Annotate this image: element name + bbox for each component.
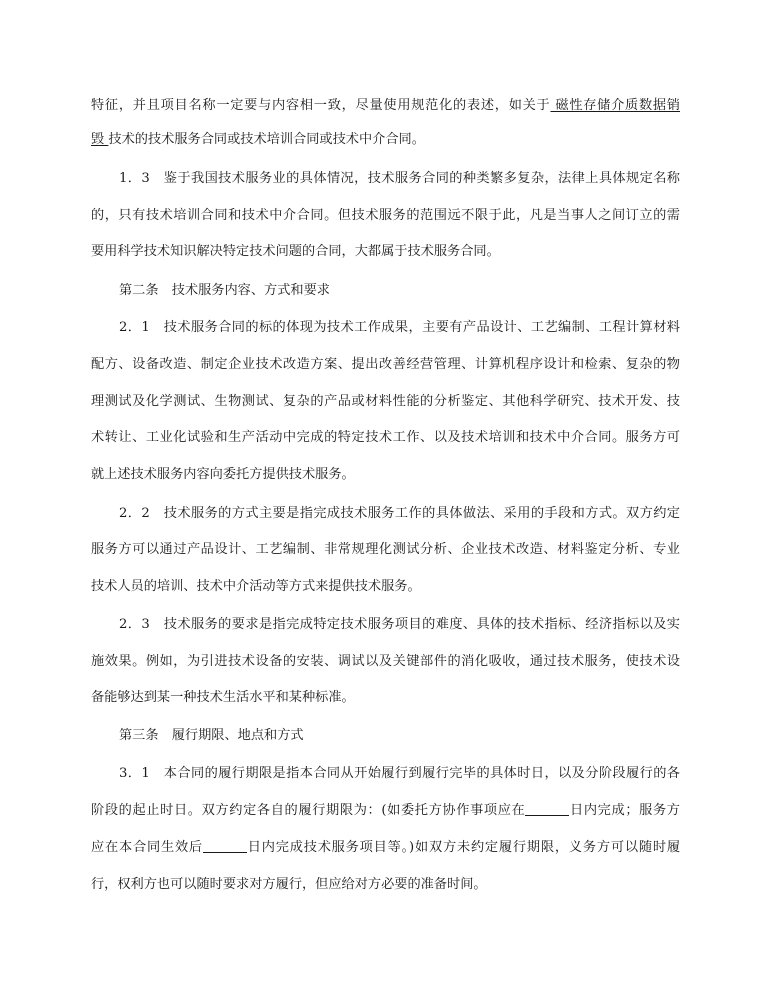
heading-text: 第二条 技术服务内容、方式和要求 [119, 283, 330, 298]
text-run: 2．2 技术服务的方式主要是指完成技术服务工作的具体做法、采用的手段和方式。双方约定 [119, 506, 680, 521]
text-run: 就上述技术服务内容向委托方提供技术服务。 [91, 467, 355, 482]
heading-text: 第三条 履行期限、地点和方式 [119, 728, 304, 743]
paragraph-line [91, 652, 680, 672]
paragraph-line [91, 392, 680, 412]
paragraph-line [91, 577, 680, 597]
text-run: 技术人员的培训、技术中介活动等方式来提供技术服务。 [91, 579, 421, 594]
text-run: 的，只有技术培训合同和技术中介合同。但技术服务的范围远不限于此，凡是当事人之间订立的需 [91, 208, 680, 223]
paragraph-line [119, 318, 680, 338]
text-run: 特征，并且项目名称一定要与内容相一致，尽量使用规范化的表述，如关于 [91, 98, 551, 113]
paragraph-line [91, 242, 680, 262]
section-heading [119, 726, 680, 746]
text-run: 术转让、工业化试验和生产活动中完成的特定技术工作、以及技术培训和技术中介合同。服务方可 [91, 430, 680, 445]
fill-in-blank[interactable] [525, 801, 569, 816]
text-run: 配方、设备改造、制定企业技术改造方案、提出改善经营管理、计算机程序设计和检索、复杂的物 [91, 357, 680, 372]
text-run: 2．1 技术服务合同的标的体现为技术工作成果，主要有产品设计、工艺编制、工程计算材料 [119, 320, 680, 335]
text-run: 日内完成；服务方 [569, 803, 680, 818]
text-run: 2．3 技术服务的要求是指完成特定技术服务项目的难度、具体的技术指标、经济指标以及实 [119, 617, 680, 632]
text-run: 要用科学技术知识解决特定技术问题的合同，大都属于技术服务合同。 [91, 244, 500, 259]
paragraph-line [91, 206, 680, 226]
paragraph-line [119, 504, 680, 524]
paragraph-line [91, 465, 680, 485]
underlined-project-name: 毁 [91, 132, 109, 147]
paragraph-line [91, 540, 680, 560]
paragraph-line [91, 838, 680, 858]
paragraph-line [91, 428, 680, 448]
underlined-project-name: 磁性存储介质数据销 [550, 98, 680, 113]
paragraph-line [91, 96, 680, 116]
section-heading [119, 281, 680, 301]
paragraph-line [91, 688, 680, 708]
text-run: 施效果。例如，为引进技术设备的安装、调试以及关键部件的消化吸收，通过技术服务，使技术设 [91, 654, 680, 669]
text-run: 阶段的起止时日。双方约定各自的履行期限为：(如委托方协作事项应在 [91, 803, 526, 818]
paragraph-line [119, 169, 680, 189]
paragraph-line [91, 875, 680, 895]
paragraph-line [119, 615, 680, 635]
text-run: 备能够达到某一种技术生活水平和某种标准。 [91, 690, 355, 705]
text-run: 1．3 鉴于我国技术服务业的具体情况，技术服务合同的种类繁多复杂，法律上具体规定名称 [119, 171, 680, 186]
text-run: 理测试及化学测试、生物测试、复杂的产品或材料性能的分析鉴定、其他科学研究、技术开发、技 [91, 394, 680, 409]
text-run: 技术的技术服务合同或技术培训合同或技术中介合同。 [108, 132, 425, 147]
text-run: 3．1 本合同的履行期限是指本合同从开始履行到履行完毕的具体时日，以及分阶段履行的各 [119, 766, 680, 781]
fill-in-blank[interactable] [203, 838, 247, 853]
paragraph-line [119, 764, 680, 784]
text-run: 服务方可以通过产品设计、工艺编制、非常规理化测试分析、企业技术改造、材料鉴定分析、专业 [91, 542, 680, 557]
text-run: 应在本合同生效后 [91, 840, 203, 855]
paragraph-line [91, 801, 680, 821]
text-run: 行，权利方也可以随时要求对方履行，但应给对方必要的准备时间。 [91, 877, 487, 892]
text-run: 日内完成技术服务项目等。)如双方未约定履行期限，义务方可以随时履 [246, 840, 681, 855]
paragraph-line [91, 355, 680, 375]
paragraph-line [91, 130, 680, 150]
